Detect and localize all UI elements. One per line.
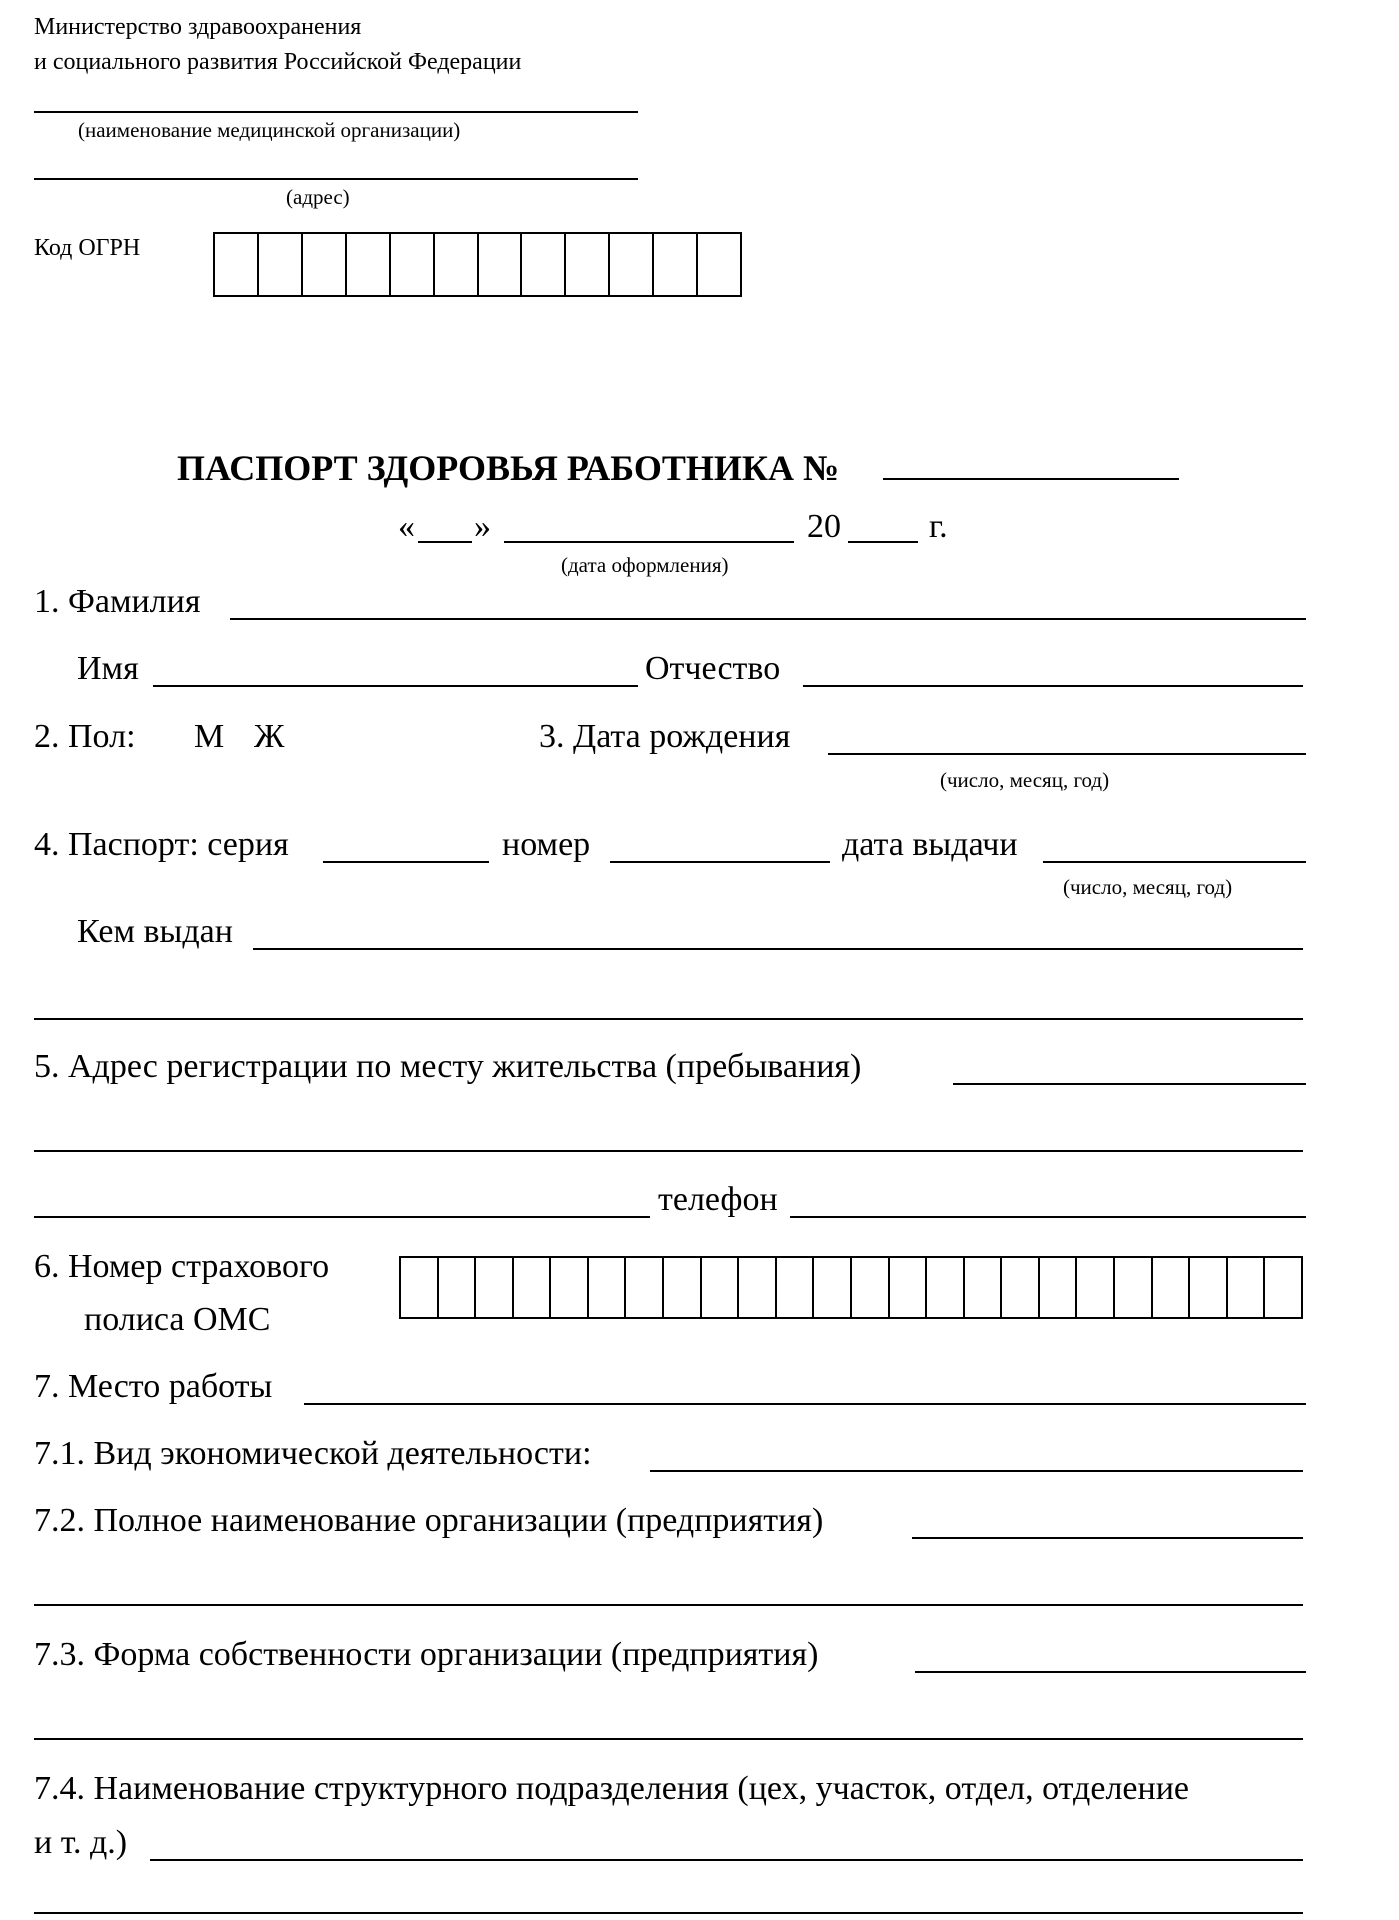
digit-cell[interactable] <box>514 1258 552 1317</box>
org-name-caption: (наименование медицинской организации) <box>78 118 461 142</box>
digit-cell[interactable] <box>391 234 435 295</box>
passport-series-label: 4. Паспорт: серия <box>34 826 289 863</box>
ownership-line-2[interactable] <box>34 1738 1303 1740</box>
sex-option-f[interactable]: Ж <box>254 718 285 755</box>
digit-cell[interactable] <box>852 1258 890 1317</box>
digit-cell[interactable] <box>435 234 479 295</box>
digit-cell[interactable] <box>476 1258 514 1317</box>
phone-line[interactable] <box>790 1216 1306 1218</box>
digit-cell[interactable] <box>479 234 523 295</box>
org-full-name-line[interactable] <box>912 1537 1303 1539</box>
digit-cell[interactable] <box>259 234 303 295</box>
digit-cell[interactable] <box>1265 1258 1301 1317</box>
digit-cell[interactable] <box>589 1258 627 1317</box>
patronymic-label: Отчество <box>645 650 781 687</box>
ownership-line[interactable] <box>915 1671 1306 1673</box>
ogrn-label: Код ОГРН <box>34 235 141 261</box>
digit-cell[interactable] <box>439 1258 477 1317</box>
date-year-line[interactable] <box>848 541 918 543</box>
birth-date-label: 3. Дата рождения <box>539 718 791 755</box>
digit-cell[interactable] <box>1077 1258 1115 1317</box>
year-suffix: г. <box>929 508 948 545</box>
surname-label: 1. Фамилия <box>34 583 201 620</box>
address-field-line-3[interactable] <box>34 1216 650 1218</box>
digit-cell[interactable] <box>1040 1258 1078 1317</box>
phone-label: телефон <box>658 1181 778 1218</box>
issue-date-label: дата выдачи <box>842 826 1018 863</box>
ministry-line-2: и социального развития Российской Федерации <box>34 49 522 75</box>
digit-cell[interactable] <box>610 234 654 295</box>
name-label: Имя <box>77 650 139 687</box>
birth-date-line[interactable] <box>828 753 1306 755</box>
policy-label-line-2: полиса ОМС <box>84 1301 271 1338</box>
workplace-line[interactable] <box>304 1403 1306 1405</box>
digit-cell[interactable] <box>401 1258 439 1317</box>
patronymic-line[interactable] <box>803 685 1303 687</box>
digit-cell[interactable] <box>1228 1258 1266 1317</box>
issue-date-caption: (число, месяц, год) <box>1063 875 1233 899</box>
digit-cell[interactable] <box>664 1258 702 1317</box>
ogrn-cells[interactable] <box>213 232 742 297</box>
digit-cell[interactable] <box>698 234 740 295</box>
subdivision-line-2[interactable] <box>34 1912 1303 1914</box>
passport-number-line[interactable] <box>883 478 1179 480</box>
digit-cell[interactable] <box>1190 1258 1228 1317</box>
passport-series-line[interactable] <box>323 861 489 863</box>
digit-cell[interactable] <box>965 1258 1003 1317</box>
digit-cell[interactable] <box>347 234 391 295</box>
digit-cell[interactable] <box>215 234 259 295</box>
digit-cell[interactable] <box>890 1258 928 1317</box>
passport-number-field-line[interactable] <box>610 861 830 863</box>
digit-cell[interactable] <box>1002 1258 1040 1317</box>
subdivision-label-line-1: 7.4. Наименование структурного подразделения (цех, участок, отдел, отделение <box>34 1770 1189 1807</box>
address-field-line-2[interactable] <box>34 1150 1303 1152</box>
digit-cell[interactable] <box>1115 1258 1153 1317</box>
date-day-line[interactable] <box>418 541 472 543</box>
year-prefix: 20 <box>807 508 841 545</box>
issued-by-label: Кем выдан <box>77 913 233 950</box>
subdivision-line[interactable] <box>150 1859 1303 1861</box>
date-caption: (дата оформления) <box>561 553 729 577</box>
surname-line[interactable] <box>230 618 1306 620</box>
digit-cell[interactable] <box>654 234 698 295</box>
document-title: ПАСПОРТ ЗДОРОВЬЯ РАБОТНИКА № <box>177 448 840 488</box>
digit-cell[interactable] <box>566 234 610 295</box>
policy-label-line-1: 6. Номер страхового <box>34 1248 330 1285</box>
address-line[interactable] <box>34 178 638 180</box>
passport-number-label: номер <box>502 826 591 863</box>
address-field-line[interactable] <box>953 1083 1306 1085</box>
ministry-line-1: Министерство здравоохранения <box>34 14 362 40</box>
org-full-name-label: 7.2. Полное наименование организации (предприятия) <box>34 1502 824 1539</box>
digit-cell[interactable] <box>927 1258 965 1317</box>
birth-date-caption: (число, месяц, год) <box>940 768 1110 792</box>
digit-cell[interactable] <box>814 1258 852 1317</box>
digit-cell[interactable] <box>1153 1258 1191 1317</box>
issue-date-line[interactable] <box>1043 861 1306 863</box>
digit-cell[interactable] <box>739 1258 777 1317</box>
sex-label: 2. Пол: <box>34 718 136 755</box>
digit-cell[interactable] <box>303 234 347 295</box>
digit-cell[interactable] <box>551 1258 589 1317</box>
digit-cell[interactable] <box>777 1258 815 1317</box>
org-full-name-line-2[interactable] <box>34 1604 1303 1606</box>
sex-option-m[interactable]: М <box>194 718 225 755</box>
date-close-quote: » <box>474 508 491 545</box>
policy-cells[interactable] <box>399 1256 1303 1319</box>
workplace-label: 7. Место работы <box>34 1368 273 1405</box>
date-month-line[interactable] <box>504 541 794 543</box>
address-label: 5. Адрес регистрации по месту жительства (пребывания) <box>34 1048 862 1085</box>
subdivision-label-line-2: и т. д.) <box>34 1824 128 1861</box>
activity-label: 7.1. Вид экономической деятельности: <box>34 1435 592 1472</box>
issued-by-line[interactable] <box>253 948 1303 950</box>
issued-by-line-2[interactable] <box>34 1018 1303 1020</box>
address-caption: (адрес) <box>286 185 350 209</box>
digit-cell[interactable] <box>626 1258 664 1317</box>
date-open-quote: « <box>398 508 415 545</box>
ownership-label: 7.3. Форма собственности организации (предприятия) <box>34 1636 819 1673</box>
digit-cell[interactable] <box>702 1258 740 1317</box>
activity-line[interactable] <box>650 1470 1303 1472</box>
name-line[interactable] <box>153 685 638 687</box>
digit-cell[interactable] <box>522 234 566 295</box>
org-name-line[interactable] <box>34 111 638 113</box>
